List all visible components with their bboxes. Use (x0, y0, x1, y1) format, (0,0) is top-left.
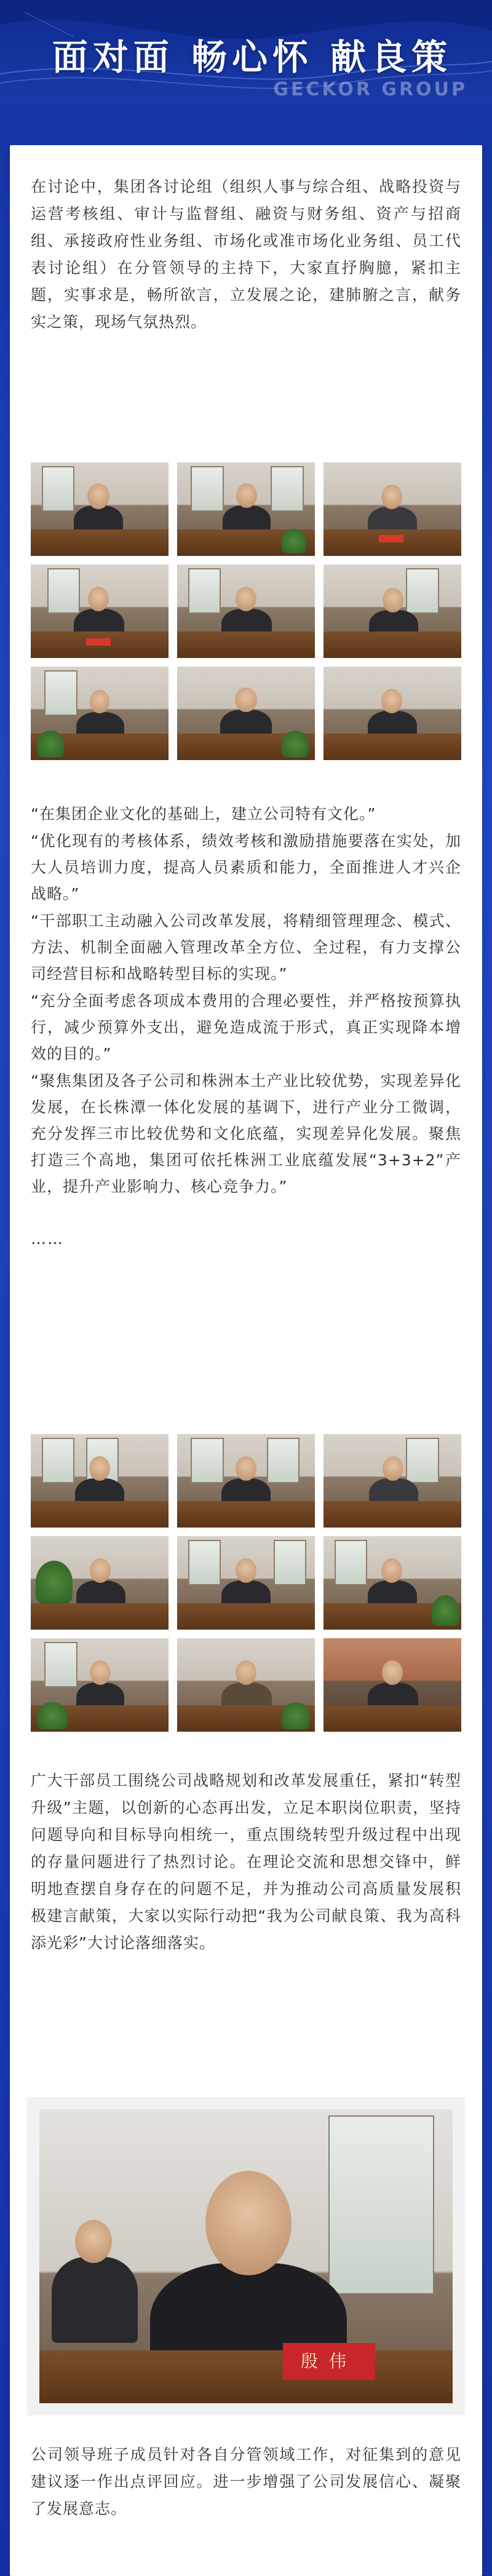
header-banner (0, 0, 492, 105)
meeting-photo (177, 462, 315, 556)
meeting-photo (323, 565, 461, 658)
meeting-photo (31, 1434, 169, 1528)
meeting-photo (31, 1638, 169, 1732)
meeting-photo (323, 1638, 461, 1732)
meeting-photo (323, 1434, 461, 1528)
meeting-photo (323, 462, 461, 556)
quote-item: “在集团企业文化的基础上，建立公司特有文化。” (31, 805, 376, 823)
meeting-photo (177, 1536, 315, 1630)
page-title: 面对面 畅心怀 献良策 (52, 36, 453, 78)
meeting-photo (177, 1434, 315, 1528)
meeting-photo (177, 565, 315, 658)
intro-paragraph: 在讨论中，集团各讨论组（组织人事与综合组、战略投资与运营考核组、审计与监督组、融资与财务组、资产与招商组、承接政府性业务组、市场化或准市场化业务组、员工代表讨论组）在分管领导的主持下，大家直抒胸臆，紧扣主题，实事求是，畅所欲言，立发展之论，建肺腑之言，献务实之策，现场气氛热烈。 (31, 178, 461, 331)
meeting-photo (177, 667, 315, 760)
closing-paragraph: 公司领导班子成员针对各自分管领域工作，对征集到的意见建议逐一作出点评回应。进一步增强了公司发展信心、凝聚了发展意志。 (31, 2446, 461, 2518)
quote-item: “干部职工主动融入公司改革发展，将精细管理理念、模式、方法、机制全面融入管理改革全方位、全过程，有力支撑公司经营目标和战略转型目标的实现。” (31, 912, 461, 983)
brand-watermark: GECKOR GROUP (273, 79, 467, 100)
meeting-photo (323, 667, 461, 760)
quote-item: “充分全面考虑各项成本费用的合理必要性，并严格按预算执行，减少预算外支出，避免造成流于形式，真正实现降本增效的目的。” (31, 992, 461, 1063)
nameplate: 殷伟 (283, 2343, 375, 2380)
meeting-photo (323, 1536, 461, 1630)
meeting-photo (177, 1638, 315, 1732)
meeting-photo (31, 462, 169, 556)
featured-photo-frame (27, 2097, 465, 2415)
meeting-photo (31, 1536, 169, 1630)
featured-photo (39, 2109, 453, 2403)
ellipsis: …… (31, 1230, 64, 1248)
quote-item: “聚焦集团及各子公司和株洲本土产业比较优势，实现差异化发展，在长株潭一体化发展的基调下，进行产业分工微调，充分发挥三市比较优势和文化底蕴，实现差异化发展。聚焦打造三个高地，集团可依托株洲工业底蕴发展“3+3+2”产业，提升产业影响力、核心竞争力。” (31, 1072, 461, 1195)
meeting-photo (31, 565, 169, 658)
summary-paragraph: 广大干部员工围绕公司战略规划和改革发展重任，紧扣“转型升级”主题，以创新的心态再出发，立足本职岗位职责，坚持问题导向和目标导向相统一，重点围绕转型升级过程中出现的存量问题进行了热烈讨论。在理论交流和思想交锋中，鲜明地查摆自身存在的问题不足，并为推动公司高质量发展积极建言献策，大家以实际行动把“我为公司献良策、我为高科添光彩”大讨论落细落实。 (31, 1772, 461, 1952)
meeting-photo (31, 667, 169, 760)
quote-item: “优化现有的考核体系，绩效考核和激励措施要落在实处，加大人员培训力度，提高人员素质和能力，全面推进人才兴企战略。” (31, 832, 461, 903)
